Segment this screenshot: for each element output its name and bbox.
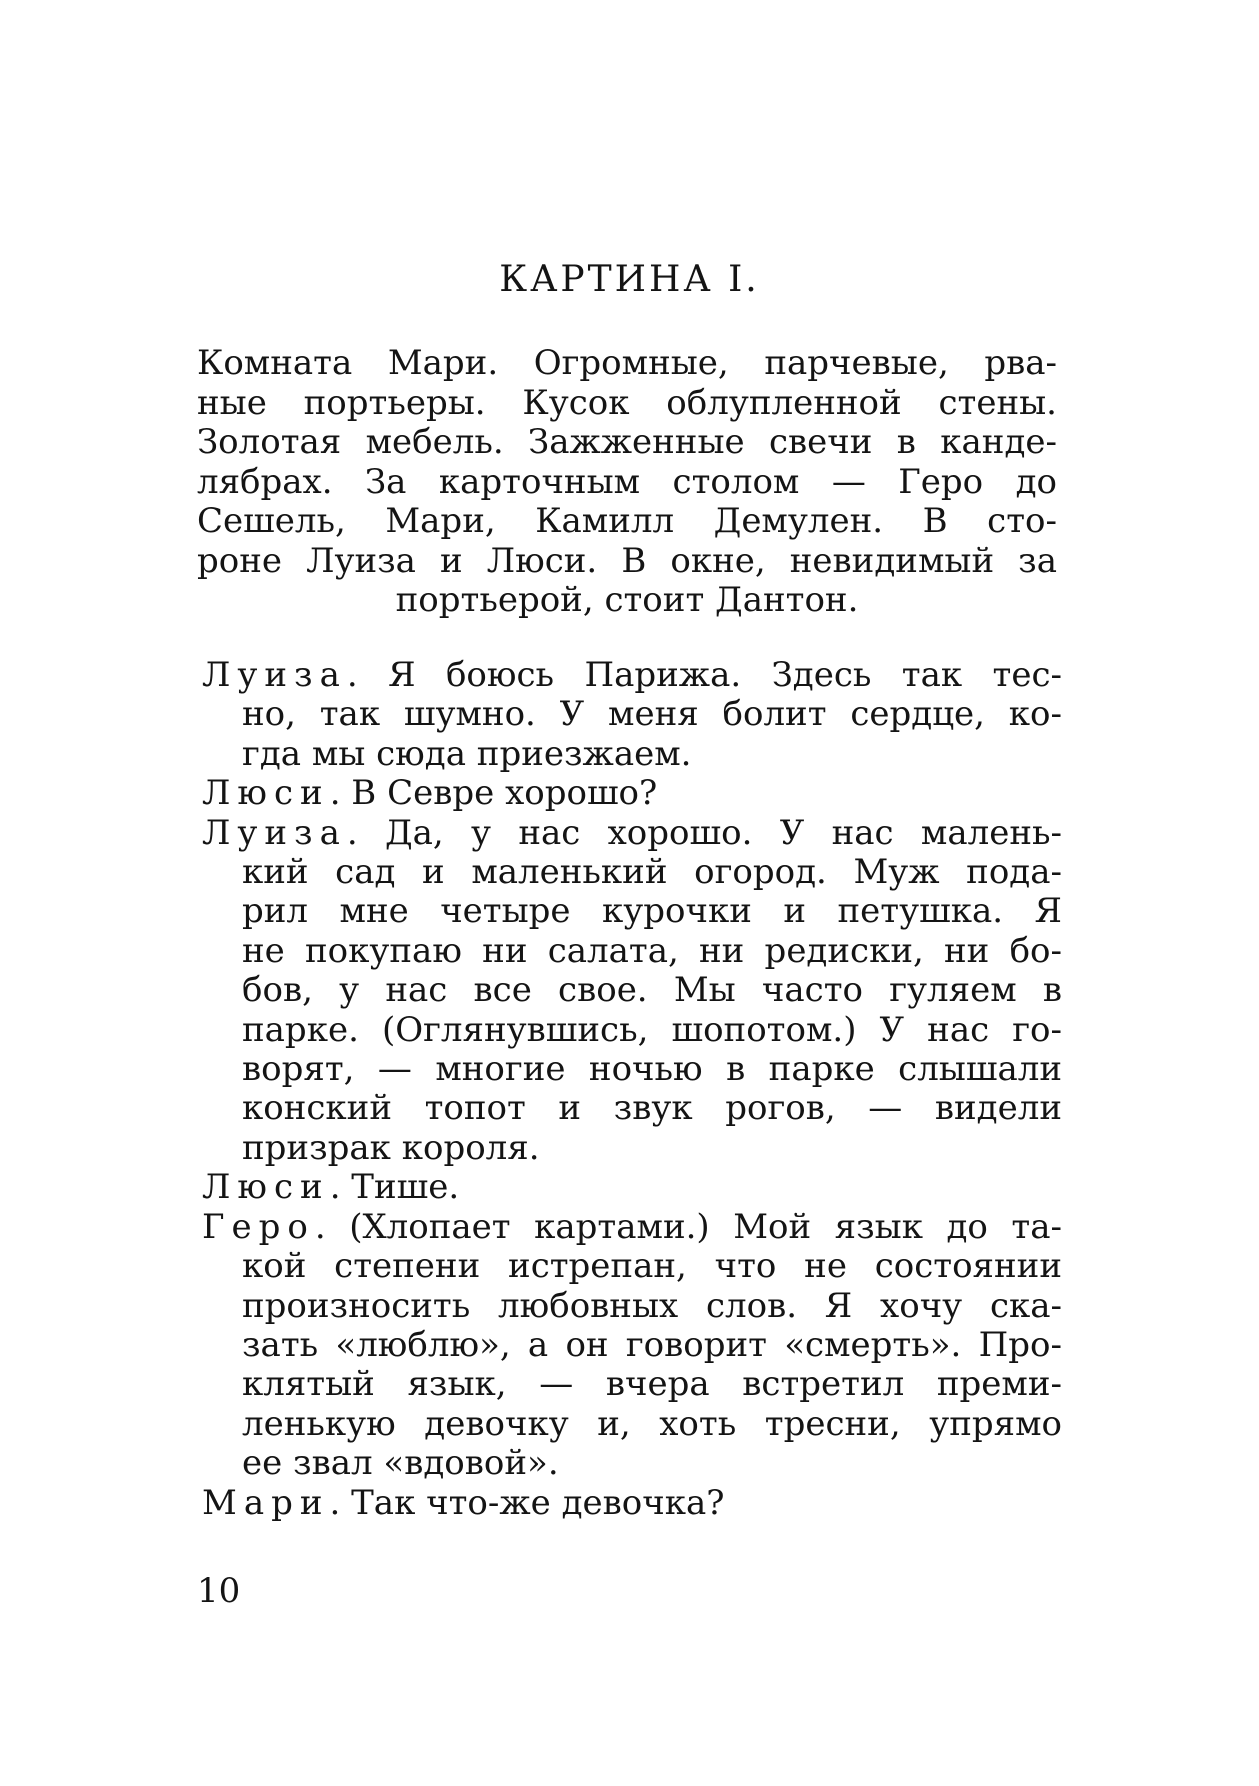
speech-text: . Да, у нас хорошо. У нас малень-	[346, 812, 1062, 853]
speech-first-line	[202, 814, 1062, 853]
speech-first-line	[202, 774, 1062, 813]
speech-line: кий сад и маленький огород. Муж пода-	[242, 852, 1062, 893]
speaker-name: Мари	[202, 1482, 330, 1523]
speech-text: . Я боюсь Парижа. Здесь так тес-	[346, 655, 1062, 695]
speech-first-line	[202, 1208, 1062, 1247]
speech-block	[202, 1168, 1062, 1207]
speech-line: гда мы сюда приезжаем.	[242, 733, 692, 774]
stage-direction-line: лябрах. За карточным столом — Геро до	[197, 461, 1057, 502]
speech-text: . В Севре хорошо?	[329, 773, 658, 814]
speech-line: бов, у нас все свое. Мы часто гуляем в	[242, 970, 1062, 1011]
speech-first-line	[202, 656, 1062, 695]
stage-direction-line: роне Луиза и Люси. В окне, невидимый за	[197, 540, 1057, 581]
dialogue	[202, 656, 1062, 1523]
speech-first-line	[202, 1168, 1062, 1207]
stage-direction-line: портьерой, стоит Дантон.	[395, 580, 859, 620]
speaker-name: Луиза	[202, 812, 347, 853]
speech-text: . Так что-же девочка?	[329, 1482, 725, 1523]
speech-line: произносить любовных слов. Я хочу ска-	[242, 1285, 1062, 1326]
speech-text: . (Хлопает картами.) Мой язык до та-	[314, 1206, 1062, 1247]
stage-direction-line: Сешель, Мари, Камилл Демулен. В сто-	[197, 501, 1057, 541]
speech-block	[202, 774, 1062, 813]
speech-line: зать «люблю», а он говорит «смерть». Про-	[242, 1324, 1062, 1365]
page-number: 10	[197, 1571, 241, 1611]
speaker-name: Люси	[202, 773, 330, 814]
speech-line: ленькую девочку и, хоть тресни, упрямо	[242, 1403, 1062, 1444]
speech-text: . Тише.	[329, 1167, 460, 1208]
speaker-name: Луиза	[202, 655, 347, 695]
stage-direction-line: ные портьеры. Кусок облупленной стены.	[197, 382, 1057, 423]
speech-block	[202, 1208, 1062, 1484]
speech-line: призрак короля.	[242, 1127, 540, 1168]
speech-line: клятый язык, — вчера встретил преми-	[242, 1364, 1062, 1405]
stage-direction	[197, 344, 1057, 621]
speech-first-line	[202, 1484, 1062, 1523]
speaker-name: Геро	[202, 1206, 315, 1247]
speech-line: рил мне четыре курочки и петушка. Я	[242, 891, 1062, 932]
scene-title: КАРТИНА I.	[499, 259, 760, 300]
speaker-name: Люси	[202, 1167, 330, 1208]
speech-line: кой степени истрепан, что не состоянии	[242, 1246, 1062, 1287]
stage-direction-line: Комната Мари. Огромные, парчевые, рва-	[197, 343, 1057, 383]
speech-line: парке. (Оглянувшись, шопотом.) У нас го-	[242, 1009, 1062, 1050]
speech-block	[202, 814, 1062, 1169]
stage-direction-line: Золотая мебель. Зажженные свечи в канде-	[197, 422, 1057, 462]
speech-line: ее звал «вдовой».	[242, 1443, 559, 1484]
speech-block	[202, 1484, 1062, 1523]
speech-line: но, так шумно. У меня болит сердце, ко-	[242, 694, 1062, 735]
speech-line: не покупаю ни салата, ни редиски, ни бо-	[242, 930, 1062, 971]
speech-block	[202, 656, 1062, 774]
speech-line: ворят, — многие ночью в парке слышали	[242, 1049, 1062, 1090]
speech-line: конский топот и звук рогов, — видели	[242, 1088, 1062, 1129]
